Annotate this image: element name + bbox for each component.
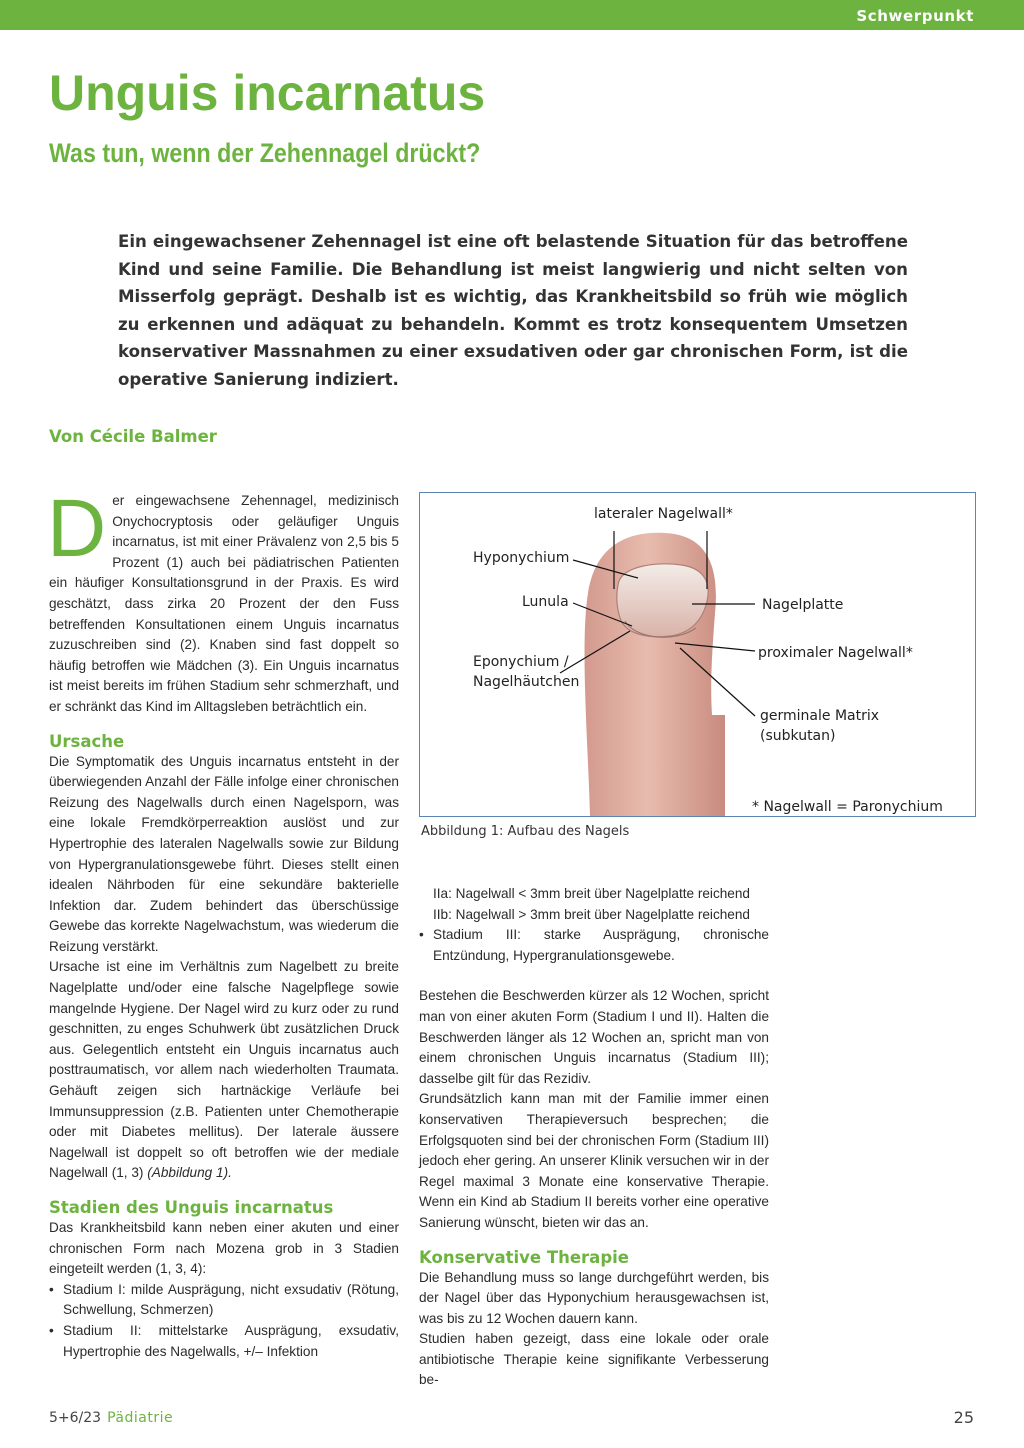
- label-eponychium-1: Eponychium /: [473, 654, 569, 670]
- article-subtitle: Was tun, wenn der Zehennagel drückt?: [49, 138, 481, 168]
- list-item: • Stadium III: starke Ausprägung, chronische Entzündung, Hypergranulationsgewebe.: [419, 925, 769, 966]
- stadium-iia: IIa: Nagelwall < 3mm breit über Nagelplatte reichend: [433, 886, 750, 901]
- footer-issue: [49, 1410, 173, 1426]
- article-title: Unguis incarnatus: [49, 65, 486, 121]
- nail-anatomy-illustration: [420, 493, 975, 816]
- column-right: [419, 884, 769, 1391]
- page-number: 25: [953, 1408, 974, 1427]
- label-nagelplatte: Nagelplatte: [762, 597, 844, 613]
- ursache-paragraph-2-text: Ursache ist eine im Verhältnis zum Nagelbett zu breite Nagelplatte und/oder eine falsche Nagelpflege sowie mangelnde Hygiene. Der Nagel wird zu kurz oder zu rund geschnitten, zu enges Schuhwerk übt zusätzlichen Druck aus. Gelegentlich entsteht ein Unguis incarnatus auch posttraumatisch, vor allem nach wiederholten Traumata. Gehäuft zeigen sich hartnäckige Verläufe bei Immunsuppression (z.B. Patienten unter Chemotherapie oder mit Diabetes mellitus). Der laterale äussere Nagelwall ist doppelt so oft betroffen wie der mediale Nagelwall (1, 3): [49, 959, 399, 1181]
- column-left: [47, 483, 399, 1362]
- magazine-name: Pädiatrie: [107, 1410, 174, 1426]
- header-bar: [0, 0, 1024, 30]
- paragraph-behandlung: Die Behandlung muss so lange durchgeführt werden, bis der Nagel über das Hyponychium herausgewachsen ist, was bis zu 12 Wochen dauern kann.: [419, 1269, 769, 1326]
- stadien-intro: Das Krankheitsbild kann neben einer akuten und einer chronischen Form nach Mozena grob in 3 Stadien eingeteilt werden (1, 3, 4):: [49, 1220, 399, 1277]
- label-eponychium-2: Nagelhäutchen: [473, 674, 580, 690]
- spacer: [419, 966, 769, 986]
- issue-number: 5+6/23: [49, 1410, 102, 1426]
- label-hyponychium: Hyponychium: [473, 550, 570, 566]
- label-matrix-1: germinale Matrix: [760, 708, 880, 724]
- heading-ursache: Ursache: [49, 731, 125, 751]
- figure-reference: (Abbildung 1).: [147, 1165, 232, 1181]
- intro-paragraph: [47, 483, 399, 718]
- stadien-list-continued: [419, 925, 769, 966]
- lead-paragraph: Ein eingewachsener Zehennagel ist eine oft belastende Situation für das betroffene Kind und seine Familie. Die Behandlung ist meist langwierig und nicht selten von Misserfolg geprägt. Deshalb ist es wichtig, das Krankheitsbild so früh wie möglich zu erkennen und adäquat zu behandeln. Kommt es trotz konsequentem Umsetzen konservativer Massnahmen zu einer exsudativen oder gar chronischen Form, ist die operative Sanierung indiziert.: [118, 232, 908, 389]
- stadien-list: [49, 1280, 399, 1362]
- paragraph-studien: Studien haben gezeigt, dass eine lokale oder orale antibiotische Therapie keine signifikante Verbesserung be-: [419, 1331, 769, 1388]
- paragraph-akut-chronisch: Bestehen die Beschwerden kürzer als 12 Wochen, spricht man von einer akuten Form (Stadium I und II). Halten die Beschwerden länger als 12 Wochen an, spricht man von einem chronischen Unguis incarnatus (Stadium III); dasselbe gilt für das Rezidiv.: [419, 988, 769, 1086]
- label-matrix-2: (subkutan): [760, 728, 836, 744]
- ursache-paragraph-2: [49, 957, 399, 1184]
- label-footnote: * Nagelwall = Paronychium: [752, 799, 943, 815]
- section-label: Schwerpunkt: [856, 7, 974, 25]
- paragraph-therapieversuch: Grundsätzlich kann man mit der Familie immer einen konservativen Therapieversuch besprechen; die Erfolgsquoten sind bei der chronischen Form (Stadium III) jedoch eher gering. An unserer Klinik versuchen wir in der Regel maximal 3 Monate eine konservative Therapie. Wenn ein Kind ab Stadium II bereits vorher eine operative Sanierung wünscht, bieten wir das an.: [419, 1091, 769, 1230]
- author-byline: Von Cécile Balmer: [49, 427, 217, 446]
- stadium-iib: IIb: Nagelwall > 3mm breit über Nagelplatte reichend: [433, 906, 750, 922]
- list-item: • Stadium II: mittelstarke Ausprägung, exsudativ, Hypertrophie des Nagelwalls, +/– Infektion: [49, 1321, 399, 1362]
- intro-text: er eingewachsene Zehennagel, medizinisch Onychocryptosis oder geläufiger Unguis incarnatus, ist mit einer Prävalenz von 2,5 bis 5 Prozent (1) auch bei pädiatrischen Patienten ein häufiger Konsultationsgrund in der Praxis. Es wird geschätzt, dass zirka 20 Prozent der den Fuss betreffenden Konsultationen einem Unguis incarnatus zuzuschreiben sind (2). Knaben sind fast doppelt so häufig betroffen wie Mädchen (3). Ein Unguis incarnatus ist meist bereits im frühen Stadium sehr schmerzhaft, und er schränkt das Kind im Alltagsleben beträchtlich ein.: [49, 493, 399, 714]
- label-lunula: Lunula: [522, 594, 569, 610]
- label-lateral-nagelwall: lateraler Nagelwall*: [594, 506, 733, 522]
- heading-stadien: Stadien des Unguis incarnatus: [49, 1198, 334, 1217]
- list-item: • Stadium I: milde Ausprägung, nicht exsudativ (Rötung, Schwellung, Schmerzen): [49, 1280, 399, 1321]
- ursache-paragraph-1: Die Symptomatik des Unguis incarnatus entsteht in der überwiegenden Anzahl der Fälle infolge einer chronischen Reizung des Nagelwalls durch einen Nagelsporn, was eine lokale Fremdkörperreaktion auslöst und zur Hypertrophie des lateralen Nagelwalls sowie zur Bildung von Hypergranulationsgewebe führt. Dieses stellt einen idealen Nährboden für eine sekundäre bakterielle Infektion dar. Zudem behindert das überschüssige Gewebe das korrekte Nagelwachstum, was wiederum die Reizung verstärkt.: [49, 753, 399, 954]
- figure-caption: Abbildung 1: Aufbau des Nagels: [421, 824, 630, 839]
- label-proximal-nagelwall: proximaler Nagelwall*: [758, 645, 913, 661]
- nail-anatomy-figure: [419, 492, 976, 817]
- drop-cap: D: [47, 483, 107, 574]
- heading-konservative-therapie: Konservative Therapie: [419, 1247, 629, 1267]
